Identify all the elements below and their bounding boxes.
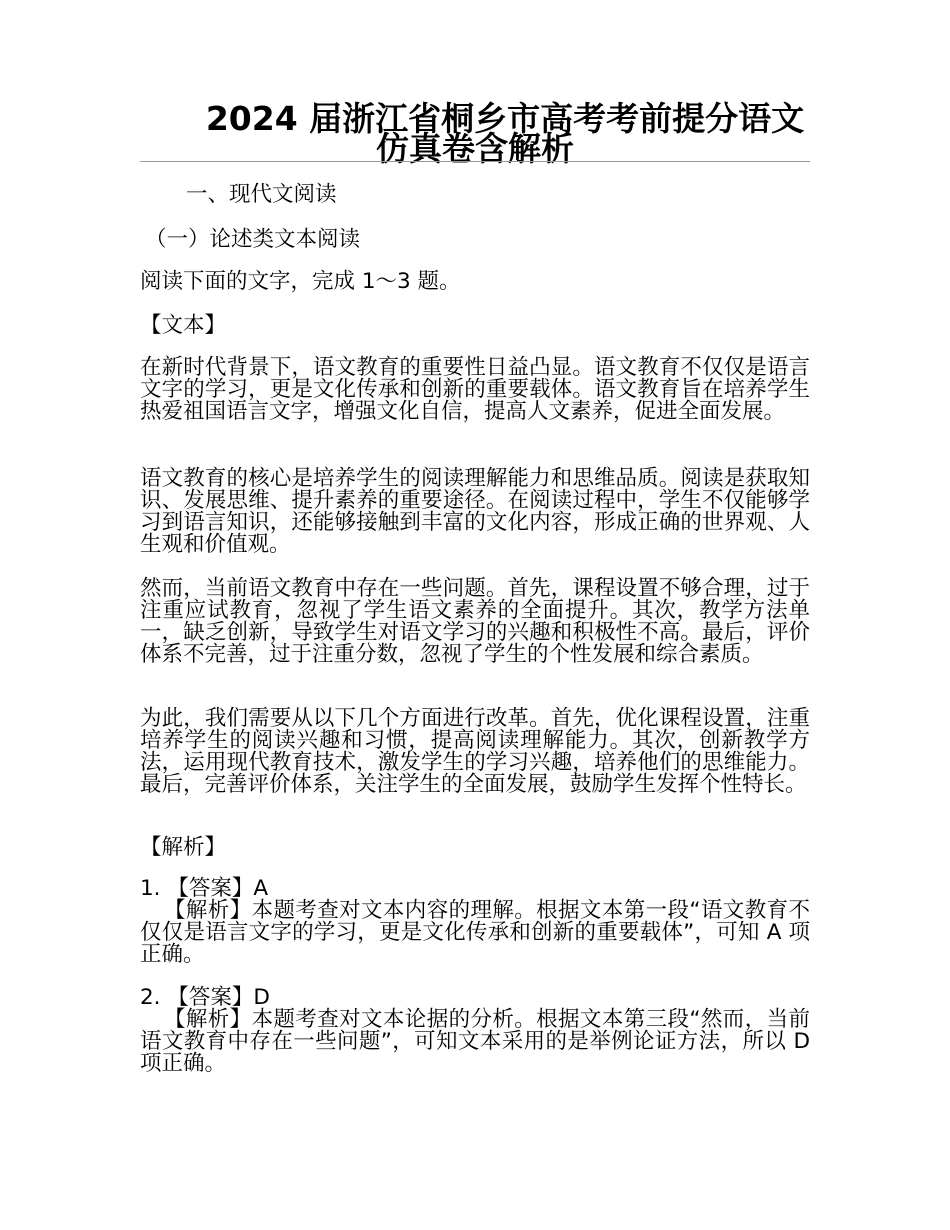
answer-2-explanation: 【解析】本题考查对文本论据的分析。根据文本第三段“然而，当前语文教育中存在一些问题”，可知文本采用的是举例论证方法，所以 D 项正确。 bbox=[140, 1007, 810, 1076]
answer-1-explanation: 【解析】本题考查对文本内容的理解。根据文本第一段“语文教育不仅仅是语言文字的学习，更是文化传承和创新的重要载体”，可知 A 项正确。 bbox=[140, 898, 810, 967]
instruction-text: 阅读下面的文字，完成 1～3 题。 bbox=[140, 269, 461, 294]
subsection-heading: （一）论述类文本阅读 bbox=[145, 227, 361, 252]
section-heading: 一、现代文阅读 bbox=[186, 182, 337, 207]
answer-1-label: 1. 【答案】A bbox=[140, 876, 269, 901]
paragraph-1: 在新时代背景下，语文教育的重要性日益凸显。语文教育不仅仅是语言文字的学习，更是文化传承和创新的重要载体。语文教育旨在培养学生热爱祖国语言文字，增强文化自信，提高人文素养，促进全面发展。 bbox=[140, 355, 810, 424]
paragraph-4: 为此，我们需要从以下几个方面进行改革。首先，优化课程设置，注重培养学生的阅读兴趣和习惯，提高阅读理解能力。其次，创新教学方法，运用现代教育技术，激发学生的学习兴趣，培养他们的思维能力。最后，完善评价体系，关注学生的全面发展，鼓励学生发挥个性特长。 bbox=[140, 706, 810, 797]
paragraph-2: 语文教育的核心是培养学生的阅读理解能力和思维品质。阅读是获取知识、发展思维、提升素养的重要途径。在阅读过程中，学生不仅能够学习到语言知识，还能够接触到丰富的文化内容，形成正确的世界观、人生观和价值观。 bbox=[140, 466, 810, 557]
paragraph-3: 然而，当前语文教育中存在一些问题。首先，课程设置不够合理，过于注重应试教育，忽视了学生语文素养的全面提升。其次，教学方法单一，缺乏创新，导致学生对语文学习的兴趣和积极性不高。最后，评价体系不完善，过于注重分数，忽视了学生的个性发展和综合素质。 bbox=[140, 576, 810, 667]
answer-2-label: 2. 【答案】D bbox=[140, 985, 270, 1010]
answer-item-2 bbox=[140, 987, 810, 1075]
title-line-1: 2024 届浙江省桐乡市高考考前提分语文 bbox=[205, 99, 805, 138]
title-underline-divider bbox=[140, 161, 810, 162]
title-line-2: 仿真卷含解析 bbox=[376, 129, 574, 168]
analysis-tag: 【解析】 bbox=[140, 835, 227, 860]
document-title bbox=[140, 99, 810, 168]
text-tag: 【文本】 bbox=[140, 313, 227, 338]
answer-item-1 bbox=[140, 878, 810, 966]
